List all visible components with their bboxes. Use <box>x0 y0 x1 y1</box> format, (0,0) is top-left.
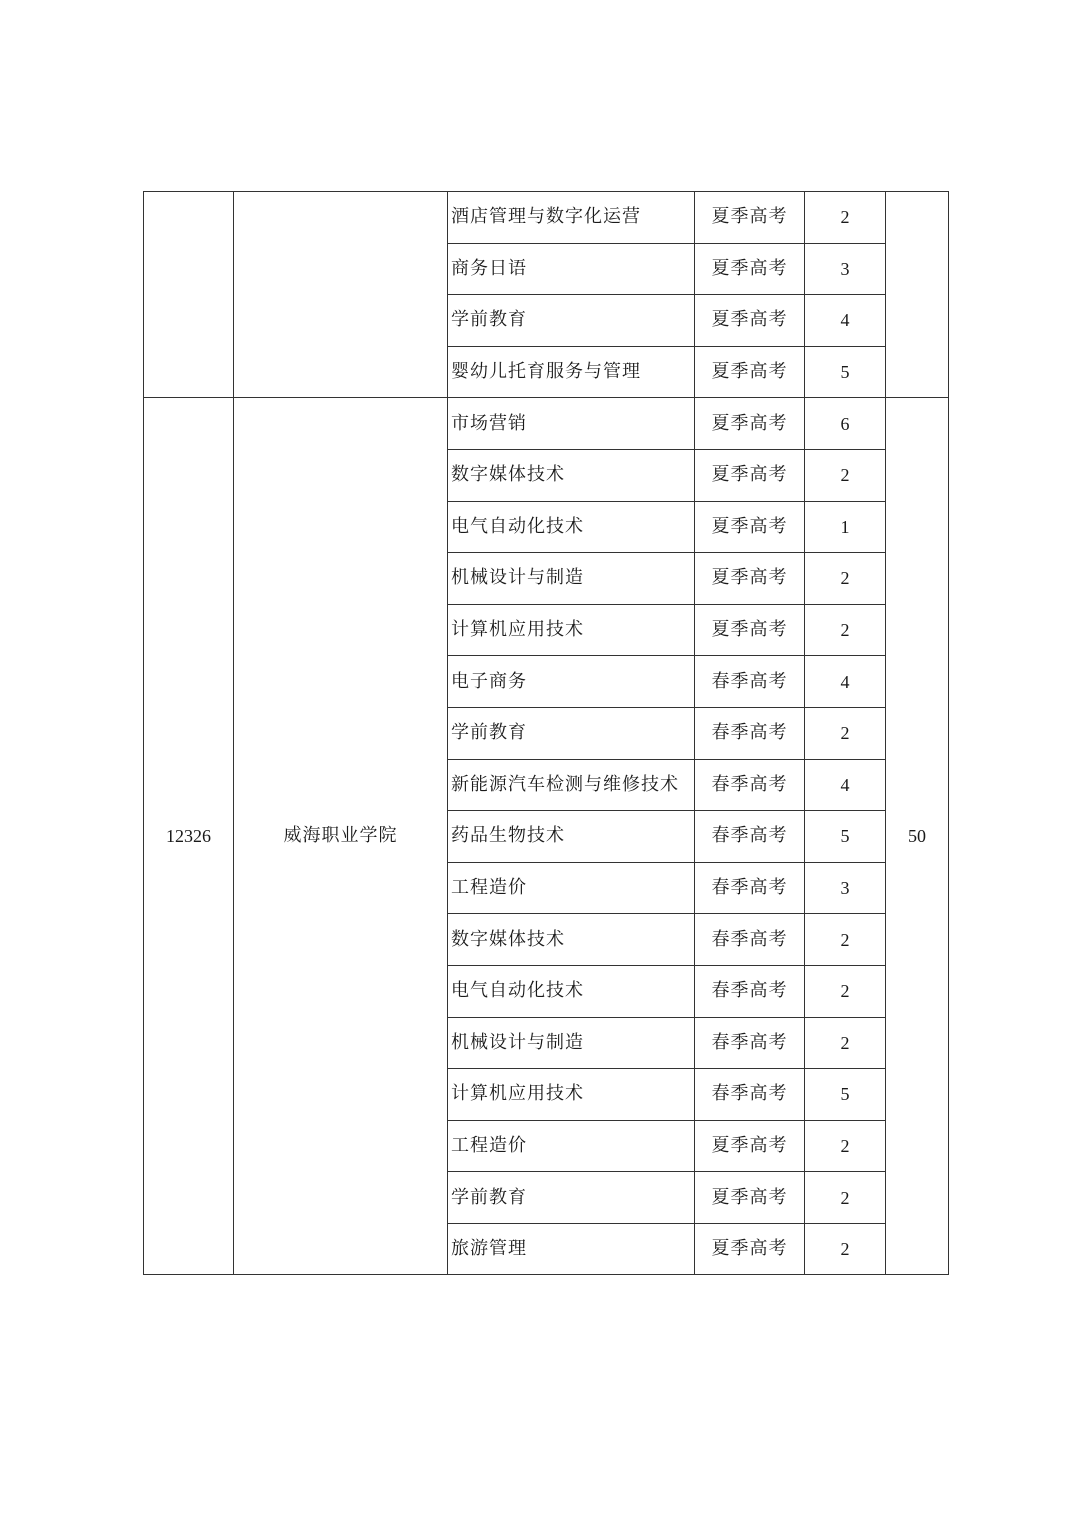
major-cell: 药品生物技术 <box>448 811 695 863</box>
count-cell: 6 <box>805 398 886 450</box>
major-cell: 旅游管理 <box>448 1223 695 1275</box>
count-cell: 2 <box>805 604 886 656</box>
major-cell: 学前教育 <box>448 707 695 759</box>
count-cell: 3 <box>805 243 886 295</box>
exam-type-cell: 夏季高考 <box>695 604 805 656</box>
count-cell: 1 <box>805 501 886 553</box>
major-cell: 数字媒体技术 <box>448 914 695 966</box>
exam-type-cell: 春季高考 <box>695 811 805 863</box>
count-cell: 4 <box>805 656 886 708</box>
exam-type-cell: 夏季高考 <box>695 295 805 347</box>
major-cell: 市场营销 <box>448 398 695 450</box>
count-cell: 5 <box>805 1069 886 1121</box>
count-cell: 5 <box>805 811 886 863</box>
exam-type-cell: 夏季高考 <box>695 398 805 450</box>
major-cell: 电子商务 <box>448 656 695 708</box>
exam-type-cell: 春季高考 <box>695 656 805 708</box>
total-cell: 50 <box>886 398 949 1275</box>
major-cell: 电气自动化技术 <box>448 965 695 1017</box>
count-cell: 2 <box>805 192 886 244</box>
count-cell: 2 <box>805 449 886 501</box>
count-cell: 2 <box>805 1017 886 1069</box>
major-cell: 新能源汽车检测与维修技术 <box>448 759 695 811</box>
exam-type-cell: 夏季高考 <box>695 501 805 553</box>
major-cell: 电气自动化技术 <box>448 501 695 553</box>
major-cell: 工程造价 <box>448 862 695 914</box>
table-row <box>144 398 949 450</box>
exam-type-cell: 春季高考 <box>695 1017 805 1069</box>
quota-table <box>143 191 949 1275</box>
exam-type-cell: 春季高考 <box>695 707 805 759</box>
exam-type-cell: 春季高考 <box>695 965 805 1017</box>
exam-type-cell: 夏季高考 <box>695 1120 805 1172</box>
exam-type-cell: 春季高考 <box>695 1069 805 1121</box>
count-cell: 2 <box>805 1223 886 1275</box>
exam-type-cell: 夏季高考 <box>695 243 805 295</box>
major-cell: 机械设计与制造 <box>448 553 695 605</box>
count-cell: 2 <box>805 553 886 605</box>
count-cell: 5 <box>805 346 886 398</box>
exam-type-cell: 夏季高考 <box>695 449 805 501</box>
exam-type-cell: 夏季高考 <box>695 1223 805 1275</box>
major-cell: 学前教育 <box>448 1172 695 1224</box>
total-cell <box>886 192 949 398</box>
count-cell: 3 <box>805 862 886 914</box>
count-cell: 2 <box>805 1120 886 1172</box>
major-cell: 婴幼儿托育服务与管理 <box>448 346 695 398</box>
major-cell: 工程造价 <box>448 1120 695 1172</box>
exam-type-cell: 春季高考 <box>695 862 805 914</box>
major-cell: 商务日语 <box>448 243 695 295</box>
major-cell: 学前教育 <box>448 295 695 347</box>
major-cell: 计算机应用技术 <box>448 1069 695 1121</box>
count-cell: 4 <box>805 759 886 811</box>
exam-type-cell: 夏季高考 <box>695 192 805 244</box>
count-cell: 2 <box>805 1172 886 1224</box>
count-cell: 4 <box>805 295 886 347</box>
table-body <box>144 192 949 1275</box>
major-cell: 计算机应用技术 <box>448 604 695 656</box>
exam-type-cell: 春季高考 <box>695 914 805 966</box>
exam-type-cell: 春季高考 <box>695 759 805 811</box>
exam-type-cell: 夏季高考 <box>695 553 805 605</box>
exam-type-cell: 夏季高考 <box>695 1172 805 1224</box>
school-code-cell: 12326 <box>144 398 234 1275</box>
school-name-cell <box>234 192 448 398</box>
exam-type-cell: 夏季高考 <box>695 346 805 398</box>
count-cell: 2 <box>805 914 886 966</box>
school-code-cell <box>144 192 234 398</box>
major-cell: 酒店管理与数字化运营 <box>448 192 695 244</box>
major-cell: 机械设计与制造 <box>448 1017 695 1069</box>
major-cell: 数字媒体技术 <box>448 449 695 501</box>
table-row <box>144 192 949 244</box>
school-name-cell: 威海职业学院 <box>234 398 448 1275</box>
count-cell: 2 <box>805 965 886 1017</box>
count-cell: 2 <box>805 707 886 759</box>
